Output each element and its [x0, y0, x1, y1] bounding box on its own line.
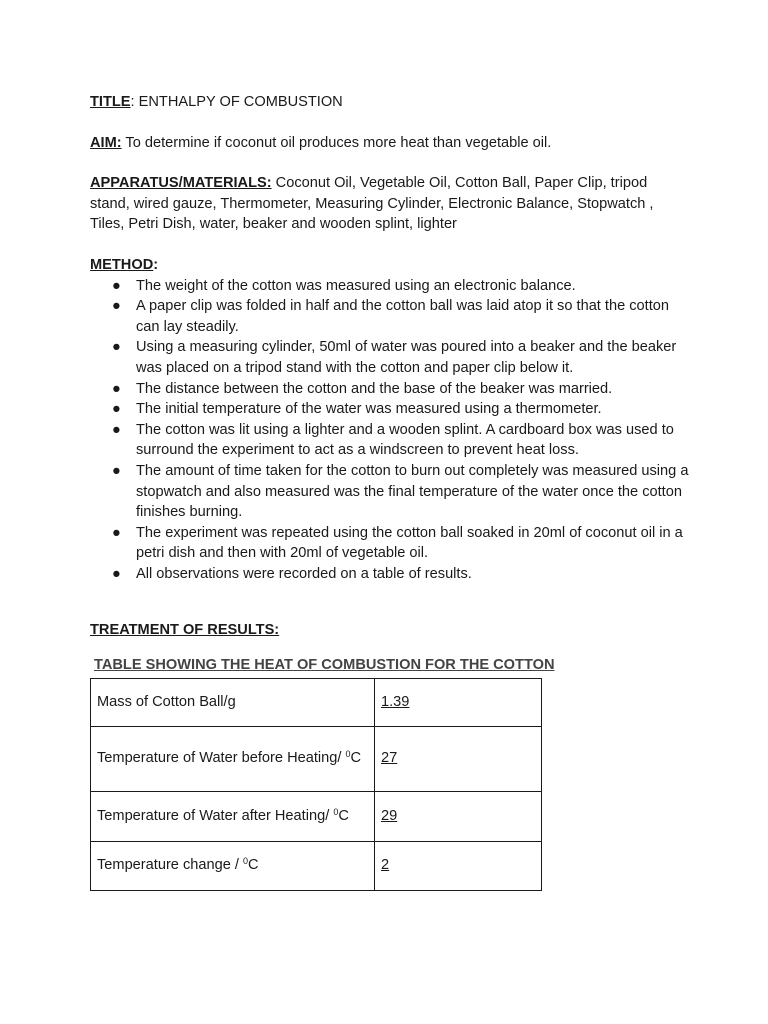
method-step-text: All observations were recorded on a table of results. [136, 565, 472, 582]
method-step-text: The amount of time taken for the cotton to burn out completely was measured using a stopwatch and also measured was the final temperature of the water once the cotton finishes burning. [136, 462, 689, 521]
apparatus-paragraph [90, 173, 690, 235]
method-step-text: Using a measuring cylinder, 50ml of water was poured into a beaker and the beaker was placed on a tripod stand with the cotton and paper clip below it. [136, 339, 677, 376]
degree-superscript: 0 [345, 749, 351, 760]
row-label-cell [91, 791, 375, 841]
method-step [112, 399, 690, 420]
aim-value: To determine if coconut oil produces more heat than vegetable oil. [121, 134, 552, 151]
aim-line [90, 133, 690, 154]
bullet-icon: ● [112, 421, 121, 438]
row-value: 2 [375, 841, 542, 890]
method-step-text: The weight of the cotton was measured using an electronic balance. [136, 277, 576, 294]
row-label: Temperature change / [97, 857, 244, 874]
table-row [91, 726, 542, 791]
method-step-text: The initial temperature of the water was measured using a thermometer. [136, 401, 602, 418]
table-row [91, 678, 542, 726]
bullet-icon: ● [112, 565, 121, 582]
row-label: Temperature of Water after Heating/ [97, 807, 334, 824]
table-title: TABLE SHOWING THE HEAT OF COMBUSTION FOR THE COTTON [94, 657, 555, 674]
table-row [91, 791, 542, 841]
bullet-icon: ● [112, 524, 121, 541]
method-label: METHOD [90, 256, 154, 273]
aim-label: AIM: [90, 134, 122, 151]
method-steps [90, 276, 690, 585]
title-line [90, 92, 690, 113]
document-page [90, 92, 690, 891]
degree-superscript: 0 [243, 856, 249, 867]
row-label-cell [91, 726, 375, 791]
row-unit: C [248, 857, 259, 874]
results-table [90, 678, 542, 891]
degree-superscript: 0 [333, 806, 339, 817]
row-value: 1.39 [375, 678, 542, 726]
table-row [91, 841, 542, 890]
apparatus-value: Coconut Oil, Vegetable Oil, Cotton Ball, Paper Clip, tripod stand, wired gauze, Thermometer, Measuring Cylinder, Electronic Balance, Stopwatch , Tiles, Petri Dish, water, beaker and wooden splint, lighter [90, 175, 654, 233]
bullet-icon: ● [112, 462, 121, 479]
method-step-text: The experiment was repeated using the cotton ball soaked in 20ml of coconut oil in a petri dish and then with 20ml of vegetable oil. [136, 524, 683, 562]
bullet-icon: ● [112, 401, 121, 418]
row-label-cell [91, 841, 375, 890]
bullet-icon: ● [112, 380, 121, 397]
method-colon: : [153, 256, 159, 273]
row-value: 27 [375, 726, 542, 791]
method-step [112, 337, 690, 378]
bullet-icon: ● [112, 277, 121, 294]
title-value: : ENTHALPY OF COMBUSTION [130, 94, 343, 110]
title-label: TITLE [90, 94, 131, 110]
row-label: Temperature of Water before Heating/ [97, 750, 346, 767]
row-label-cell [91, 678, 375, 726]
apparatus-label: APPARATUS/MATERIALS: [90, 175, 272, 192]
row-unit: C [350, 750, 362, 767]
treatment-heading: TREATMENT OF RESULTS: [90, 622, 280, 639]
method-step [112, 420, 690, 461]
method-heading [90, 255, 690, 276]
method-step [112, 379, 690, 400]
method-step-text: A paper clip was folded in half and the cotton ball was laid atop it so that the cotton can lay steadily. [136, 298, 670, 335]
method-step [112, 276, 690, 297]
bullet-icon: ● [112, 298, 121, 315]
method-step [112, 523, 690, 564]
method-step [112, 296, 690, 337]
method-step [112, 564, 690, 585]
method-step [112, 461, 690, 523]
method-step-text: The cotton was lit using a lighter and a wooden splint. A cardboard box was used to surround the experiment to act as a windscreen to prevent heat loss. [136, 421, 674, 459]
row-value: 29 [375, 791, 542, 841]
row-unit: C [338, 807, 349, 824]
row-label: Mass of Cotton Ball/g [97, 693, 236, 710]
method-step-text: The distance between the cotton and the base of the beaker was married. [136, 380, 613, 397]
bullet-icon: ● [112, 339, 121, 356]
